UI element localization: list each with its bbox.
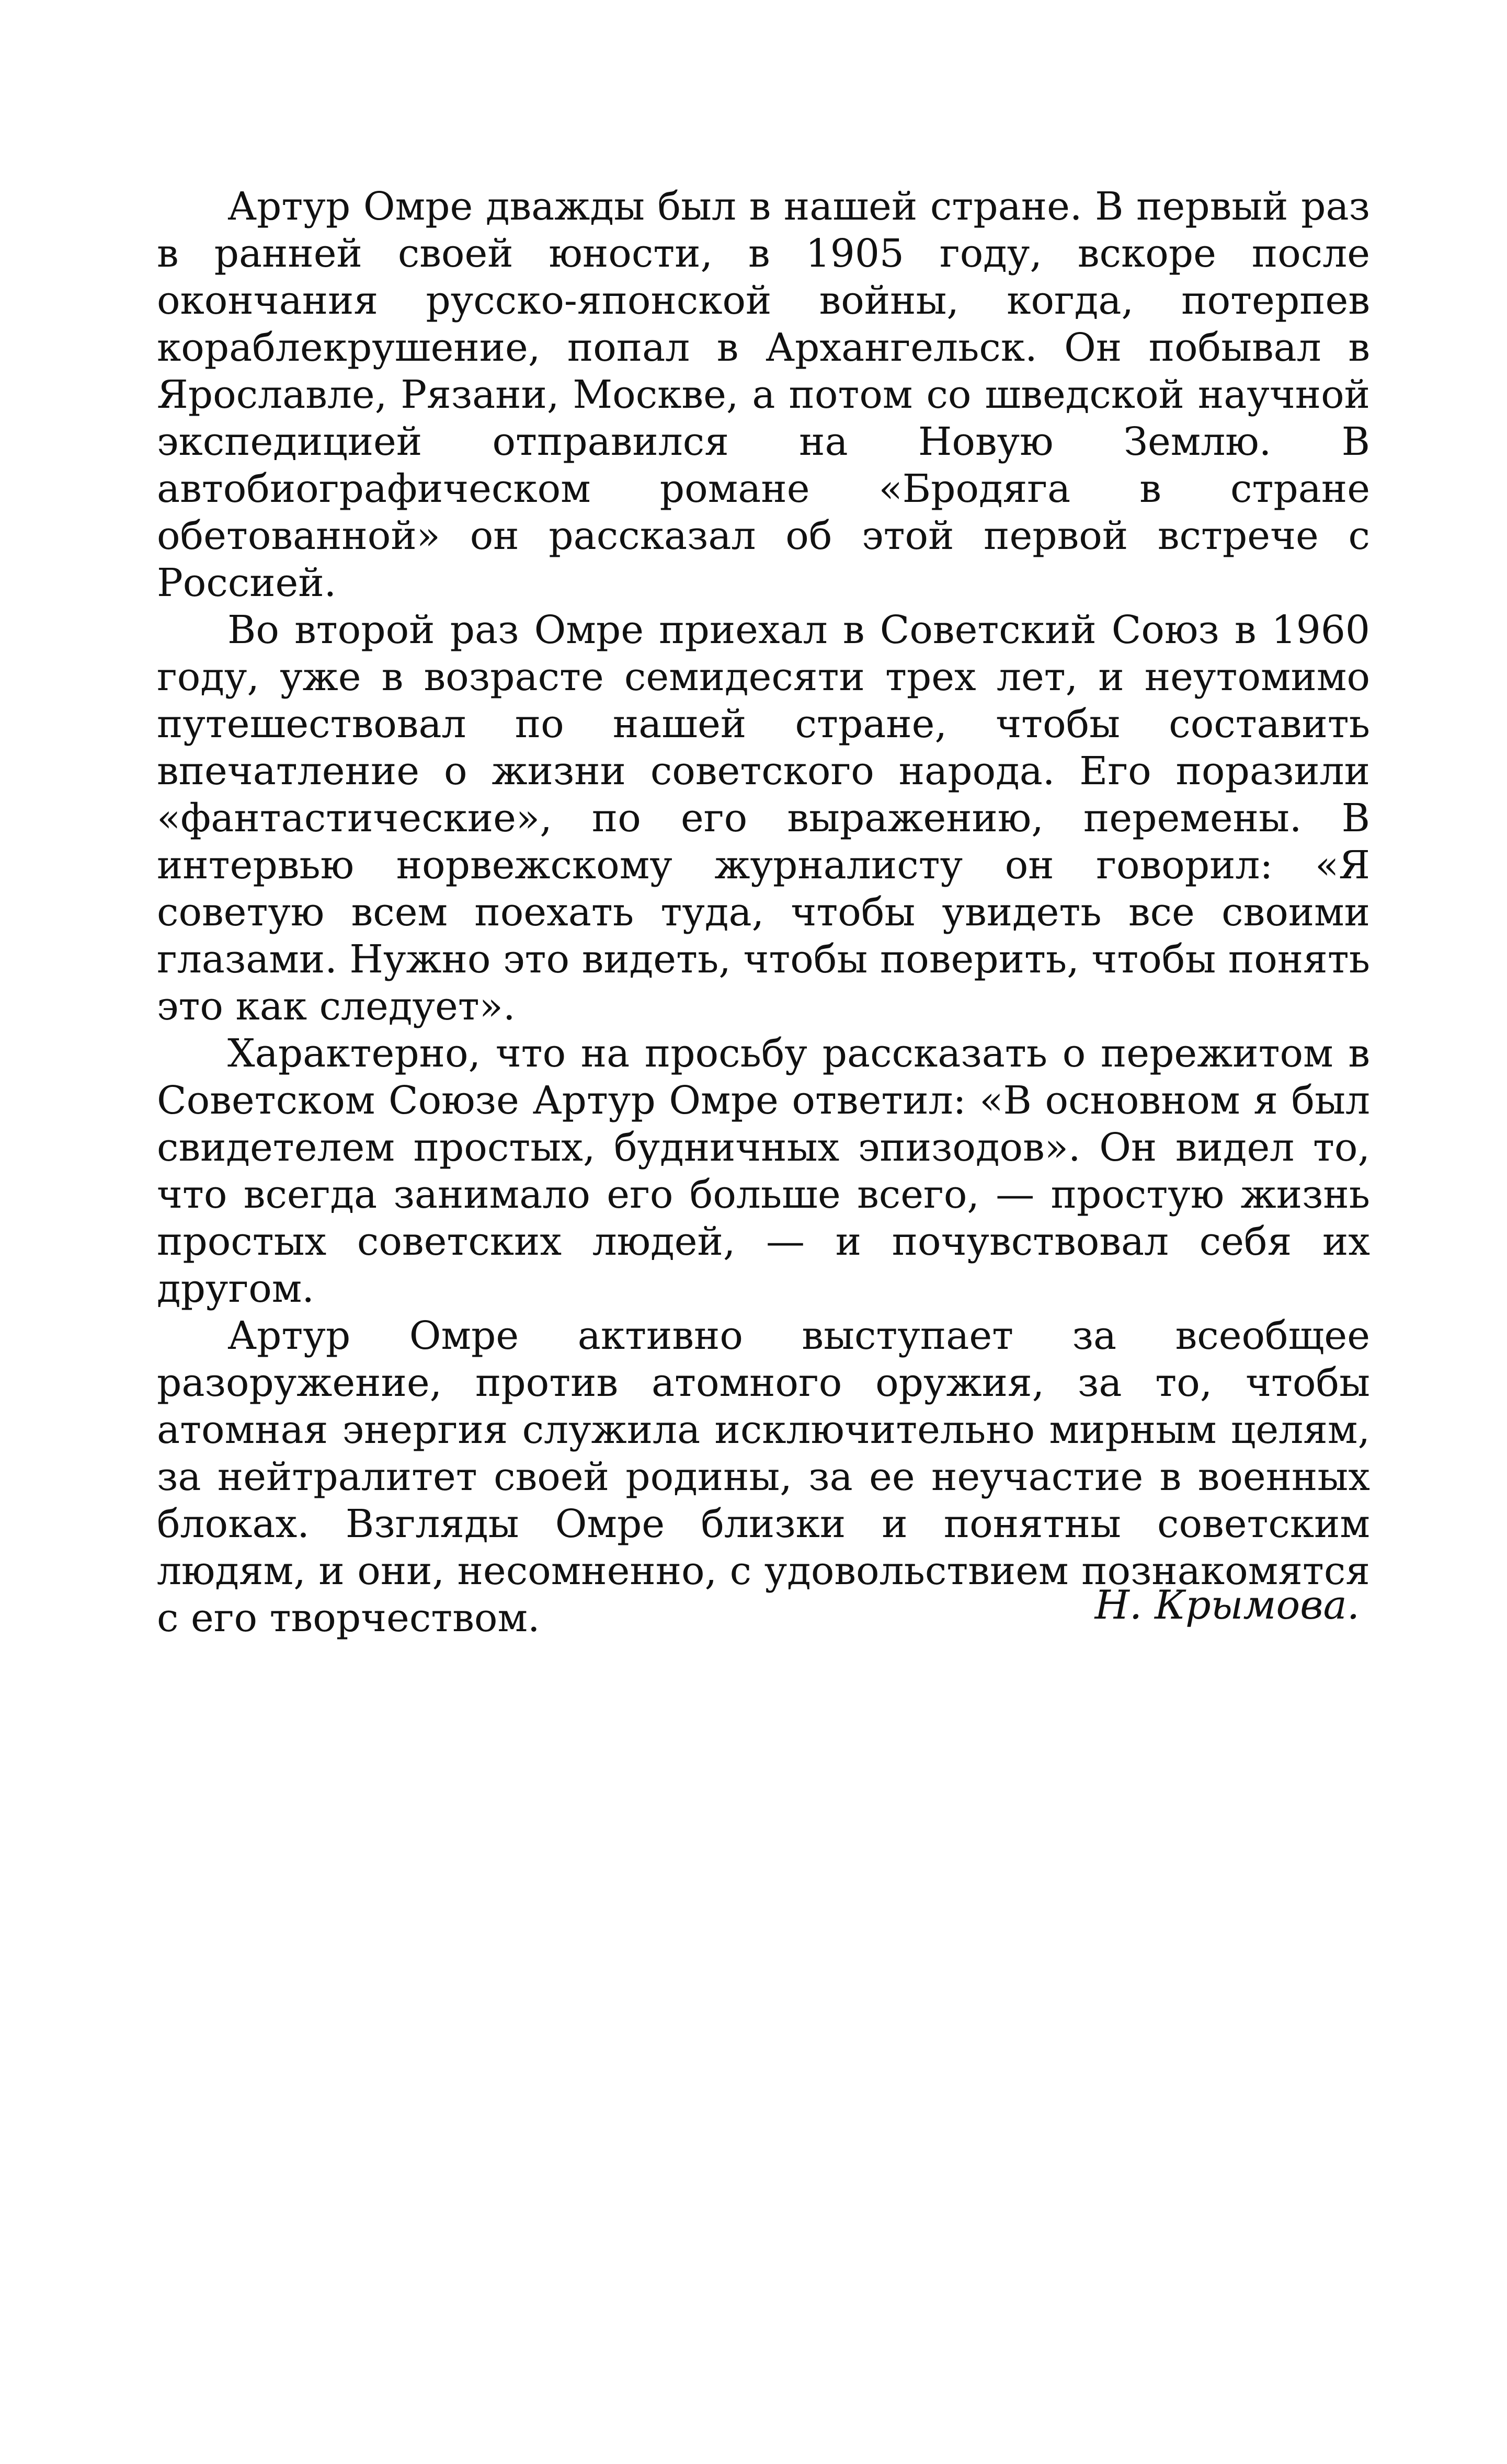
paragraph-2: Во второй раз Омре приехал в Советский Союз в 1960 году, уже в возрасте семидесяти трех лет, и неутомимо путешествовал по нашей стране, чтобы составить впечатление о жизни советского народа. Его поразили «фантастические», по его выражению, перемены. В интервью норвежскому журналисту он говорил: «Я советую всем поехать туда, чтобы увидеть все своими глазами. Нужно это видеть, чтобы поверить, чтобы понять это как следует». [157, 608, 1370, 1029]
paragraph-4: Артур Омре активно выступает за всеобщее разоружение, против атомного оружия, за то, чтобы атомная энергия служила исключительно мирным целям, за нейтралитет своей родины, за ее неучастие в военных блоках. Взгляды Омре близки и понятны советским людям, и они, несомненно, с удовольствием познакомятся с его творчеством. [157, 1313, 1370, 1641]
article-text [157, 183, 1370, 1642]
paragraph-1: Артур Омре дважды был в нашей стране. В первый раз в ранней своей юности, в 1905 году, вскоре после окончания русско-японской войны, когда, потерпев кораблекрушение, попал в Архангельск. Он побывал в Ярославле, Рязани, Москве, а потом со шведской научной экспедицией отправился на Новую Землю. В автобиографическом романе «Бродяга в стране обетованной» он рассказал об этой первой встрече с Россией. [157, 184, 1370, 605]
author-signature: Н. Крымова. [1094, 1581, 1360, 1628]
paragraph-3: Характерно, что на просьбу рассказать о пережитом в Советском Союзе Артур Омре ответил: «В основном я был свидетелем простых, будничных эпизодов». Он видел то, что всегда занимало его больше всего, — простую жизнь простых советских людей, — и почувствовал себя их другом. [157, 1031, 1370, 1311]
